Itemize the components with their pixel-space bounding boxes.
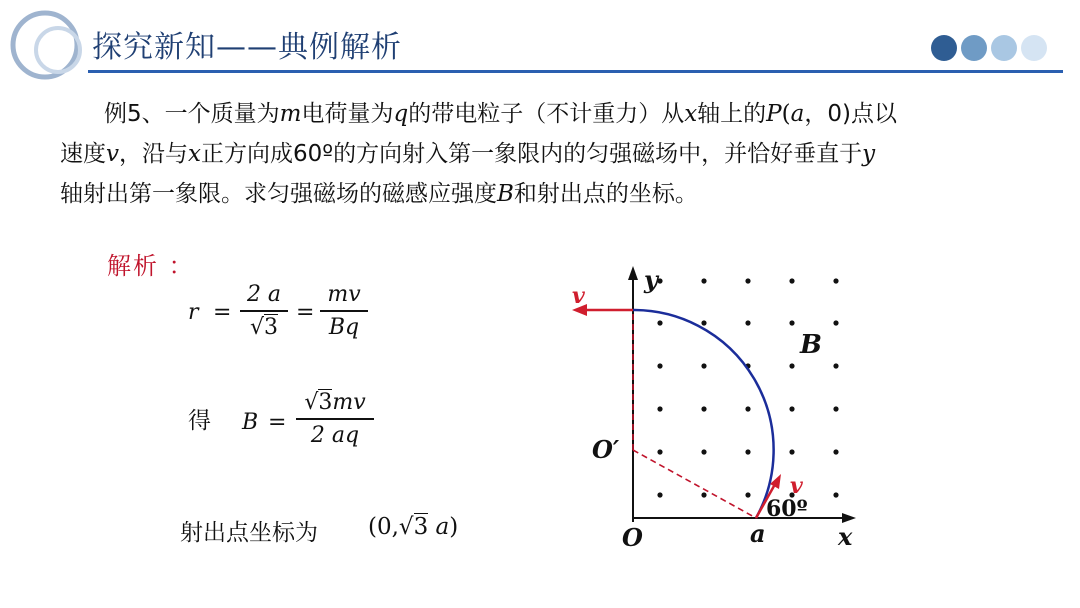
problem-text: 例5、一个质量为 (104, 101, 280, 127)
eq1-denominator-1: √3 (249, 314, 279, 340)
eq2-denominator: 2 aq (310, 422, 360, 448)
velocity-exit-label: v (572, 283, 585, 309)
eq2-equals: = (268, 410, 287, 435)
field-dot (789, 363, 794, 368)
field-dot (745, 449, 750, 454)
field-dot (701, 492, 706, 497)
origin-label: O (622, 523, 643, 552)
problem-text: 轴射出第一象限。求匀强磁场的磁感应强度 (60, 181, 497, 207)
var-P: P (766, 101, 782, 127)
sqrt-radicand: 3 (318, 390, 333, 415)
problem-text: ( (781, 101, 791, 127)
var-y: y (862, 141, 876, 167)
field-dot (833, 406, 838, 411)
field-dot (833, 363, 838, 368)
eq1-numerator-1: 2 a (246, 282, 282, 307)
field-dot (657, 320, 662, 325)
eq1-equals: = (213, 300, 232, 325)
field-dot (657, 449, 662, 454)
angle-label: 60º (766, 496, 808, 522)
field-dot (789, 449, 794, 454)
field-dot (657, 278, 662, 283)
field-dots (657, 278, 838, 497)
result-label: 射出点坐标为 (180, 520, 318, 546)
var-x: x (188, 141, 201, 167)
field-dot (789, 278, 794, 283)
field-dot (701, 320, 706, 325)
field-dot (789, 406, 794, 411)
radius-to-entry (633, 450, 756, 518)
field-dot (745, 320, 750, 325)
field-dot (745, 406, 750, 411)
point-a-label: a (750, 519, 766, 548)
field-B-label: B (800, 330, 822, 360)
problem-text: 轴上的 (697, 101, 767, 127)
field-dot (657, 406, 662, 411)
var-v: v (106, 141, 119, 167)
field-dot (745, 492, 750, 497)
eq2-numerator-rest: mv (332, 390, 366, 415)
page-title: 探究新知——典例解析 (92, 30, 402, 65)
var-m: m (279, 101, 302, 127)
var-x: x (684, 101, 698, 127)
var-q: q (393, 101, 409, 127)
eq2-B: B (242, 410, 259, 435)
field-dot (657, 363, 662, 368)
field-dot (833, 492, 838, 497)
trajectory-arc (633, 310, 774, 518)
sqrt-radicand: 3 (413, 514, 429, 540)
y-axis-label: y (644, 265, 658, 294)
field-dot (701, 406, 706, 411)
eq1-numerator-2: mv (327, 282, 361, 307)
solution-label: 解析 ： (107, 252, 195, 280)
result-coordinate: (0,√3 a) (368, 514, 459, 540)
sqrt-radicand: 3 (264, 314, 279, 340)
problem-text: 和射出点的坐标。 (513, 181, 698, 207)
y-axis-arrow (628, 266, 638, 280)
problem-text: 的带电粒子（不计重力）从 (408, 101, 685, 127)
field-dot (701, 278, 706, 283)
problem-text: 正方向成60º的方向射入第一象限内的匀强磁场中，并恰好垂直于 (200, 141, 863, 167)
field-dot (701, 449, 706, 454)
field-dot (745, 278, 750, 283)
eq2-de: 得 (188, 408, 211, 434)
field-dot (833, 320, 838, 325)
center-label: O′ (592, 435, 620, 464)
problem-text: ，沿与 (119, 141, 188, 167)
x-axis-label: x (838, 522, 853, 551)
eq2-numerator: √3mv (304, 390, 366, 415)
result-a: a (435, 514, 450, 540)
var-B: B (497, 181, 514, 207)
field-dot (657, 492, 662, 497)
field-dot (701, 363, 706, 368)
var-a: a (790, 101, 805, 127)
result-open: (0, (368, 514, 399, 540)
result-close: ) (449, 514, 459, 540)
problem-text: ，0)点以 (804, 101, 897, 127)
eq1-equals-2: = (296, 300, 315, 325)
problem-text: 速度 (60, 141, 106, 167)
eq1-denominator-2: Bq (328, 314, 360, 340)
field-dot (833, 278, 838, 283)
field-dot (833, 449, 838, 454)
velocity-entry-label: v (790, 473, 803, 499)
problem-text: 电荷量为 (301, 101, 394, 127)
eq1-r: r (188, 300, 199, 325)
field-dot (789, 320, 794, 325)
